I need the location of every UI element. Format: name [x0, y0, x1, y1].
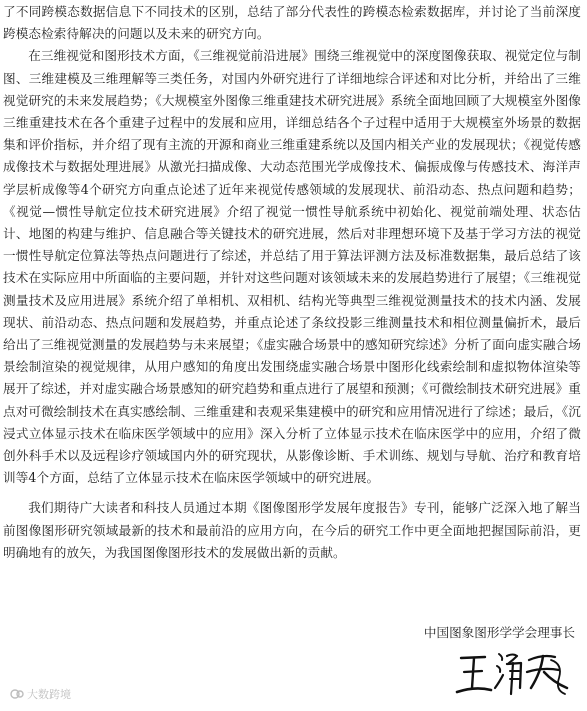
- paragraph-cross-modal-conclusion: 了不同跨模态数据信息下不同技术的区别，总结了部分代表性的跨模态检索数据库，并讨论了当前深度跨模态检索待解决的问题以及未来的研究方向。: [3, 4, 581, 42]
- paragraph-closing-expectation: 我们期待广大读者和科技人员通过本期《图像图形学发展年度报告》专刊，能够广泛深入地了解当前图像图形研究领域最新的技术和最前沿的应用方向，在今后的研究工作中更全面地把握国际前沿，更明确地有的放矢，为我国图像图形技术的发展做出新的贡献。: [3, 500, 581, 560]
- watermark-logo-icon: [10, 688, 24, 700]
- signoff-title: 中国图象图形学学会理事长: [423, 625, 575, 640]
- watermark: [10, 686, 71, 702]
- article-body: [3, 1, 581, 564]
- handwritten-signature: [455, 648, 573, 700]
- watermark-text: 大数跨境: [27, 688, 71, 701]
- paragraph-3d-vision-graphics: 在三维视觉和图形技术方面，《三维视觉前沿进展》围绕三维视觉中的深度图像获取、视觉定位与制图、三维建模及三维理解等三类任务，对国内外研究进行了详细地综合评述和对比分析，并给出了三维视觉研究的未来发展趋势；《大规模室外图像三维重建技术研究进展》系统全面地回顾了大规模室外图像三维重建技术在各个重建子过程中的发展和应用，详细总结各个子过程中适用于大规模室外场景的数据集和评价指标，并介绍了现有主流的开源和商业三维重建系统以及国内相关产业的发展现状；《视觉传感成像技术与数据处理进展》从激光扫描成像、大动态范围光学成像技术、偏振成像与传感技术、海洋声学层析成像等4个研究方向重点论述了近年来视觉传感领域的发展现状、前沿动态、热点问题和趋势；《视觉—惯性导航定位技术研究进展》介绍了视觉一惯性导航系统中初始化、视觉前端处理、状态估计、地图的构建与维护、信息融合等关键技术的研究进展，然后对非理想环境下及基于学习方法的视觉一惯性导航定位算法等热点问题进行了综述，并总结了用于算法评测方法及标准数据集，最后总结了该技术在实际应用中所面临的主要问题，并针对这些问题对该领域未来的发展趋势进行了展望；《三维视觉测量技术及应用进展》系统介绍了单相机、双相机、结构光等典型三维视觉测量技术的技术内涵、发展现状、前沿动态、热点问题和发展趋势，并重点论述了条纹投影三维测量技术和相位测量偏折术，最后给出了三维视觉测量的发展趋势与未来展望；《虚实融合场景中的感知研究综述》分析了面向虚实融合场景绘制渲染的视觉规律，从用户感知的角度出发围绕虚实融合场景中图形化线索绘制和虚拟物体渲染等展开了综述，并对虚实融合场景感知的研究趋势和重点进行了展望和预测；《可微绘制技术研究进展》重点对可微绘制技术在真实感绘制、三维重建和表观采集建模中的研究和应用情况进行了综述；最后，《沉浸式立体显示技术在临床医学领域中的应用》深入分析了立体显示技术在临床医学中的应用，介绍了微创外科手术以及远程诊疗领域国内外的研究现状，从影像诊断、手术训练、规划与导航、治疗和教育培训等4个方面，总结了立体显示技术在临床医学领域中的研究进展。: [3, 48, 581, 486]
